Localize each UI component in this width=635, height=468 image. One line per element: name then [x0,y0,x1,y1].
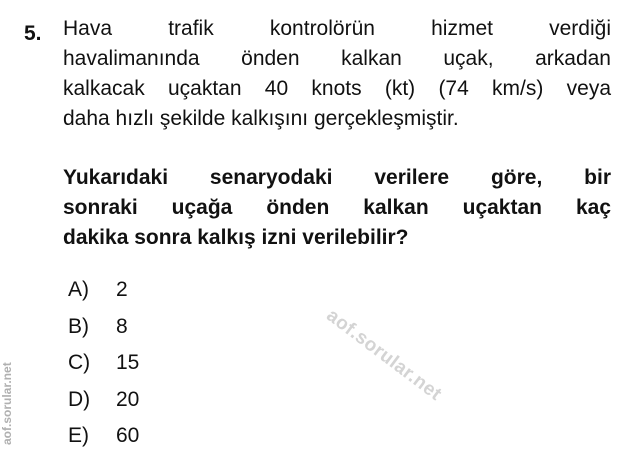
answer-options [68,272,139,455]
option-value: 8 [116,314,128,338]
option-letter: A) [68,278,89,302]
option-c[interactable] [68,345,139,382]
option-letter: C) [68,351,91,375]
option-a[interactable] [68,272,139,309]
option-letter: E) [68,424,89,448]
prompt-line: sonraki uçağa önden kalkan uçaktan kaç [63,196,611,219]
prompt-line: Yukarıdaki senaryodaki verilere göre, bir [63,166,611,189]
option-value: 15 [116,351,140,375]
option-value: 20 [116,387,140,411]
stem-line: Hava trafik kontrolörün hizmet verdiği [63,17,611,40]
option-value: 60 [116,424,140,448]
option-letter: B) [68,314,89,338]
stem-line: havalimanında önden kalkan uçak, arkadan [63,47,611,70]
option-e[interactable] [68,418,139,455]
question-prompt [63,163,611,253]
option-b[interactable] [68,309,139,346]
watermark-side: aof.sorular.net [0,362,14,445]
stem-line: daha hızlı şekilde kalkışını gerçekleşmiştir. [63,107,459,130]
stem-line: kalkacak uçaktan 40 knots (kt) (74 km/s) veya [63,77,611,100]
question-stem [63,14,611,134]
option-value: 2 [116,278,128,302]
option-d[interactable] [68,382,139,419]
watermark-diagonal: aof.sorular.net [322,305,446,406]
prompt-line: dakika sonra kalkış izni verilebilir? [63,226,409,249]
question-number: 5. [24,22,42,45]
option-letter: D) [68,387,91,411]
